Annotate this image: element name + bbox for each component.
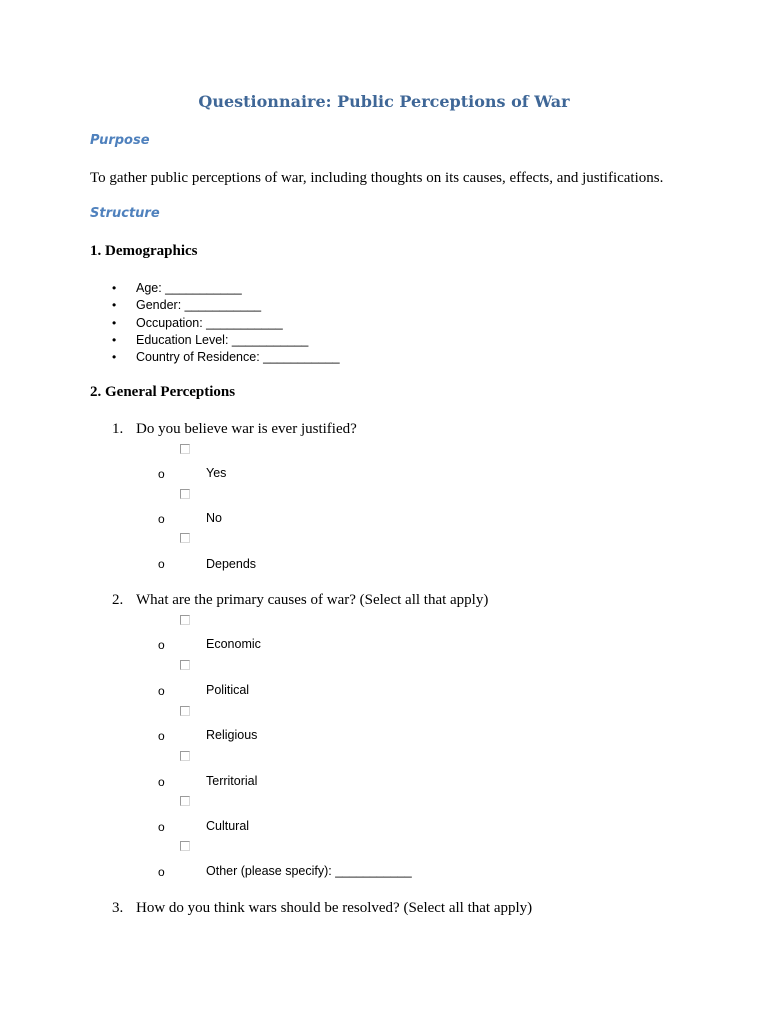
list-item: [112, 349, 340, 366]
option-label-political: Political: [206, 683, 250, 697]
document-title: Questionnaire: Public Perceptions of War: [198, 92, 570, 111]
option-marker: o: [158, 729, 165, 743]
checkbox-cultural[interactable]: [180, 796, 190, 806]
demographics-item-country: Country of Residence: ___________: [136, 350, 340, 365]
option-marker: o: [158, 820, 165, 834]
checkbox-no[interactable]: [180, 489, 190, 499]
bullet-icon: •: [112, 332, 117, 347]
purpose-heading: Purpose: [90, 133, 150, 148]
demographics-item-age: Age: ___________: [136, 281, 242, 295]
option-label-other: Other (please specify): ___________: [206, 864, 412, 878]
question-1: [112, 421, 357, 438]
bullet-icon: •: [112, 350, 117, 365]
question-text: What are the primary causes of war? (Select all that apply): [136, 592, 489, 608]
option-label-cultural: Cultural: [206, 819, 250, 833]
question-text: Do you believe war is ever justified?: [136, 421, 357, 437]
checkbox-depends[interactable]: [180, 533, 190, 543]
question-number: 2.: [112, 592, 124, 608]
option-marker: o: [158, 684, 165, 698]
purpose-text: To gather public perceptions of war, including thoughts on its causes, effects, and justifications.: [90, 170, 664, 186]
question-number: 3.: [112, 900, 124, 916]
question-number: 1.: [112, 421, 124, 437]
bullet-icon: •: [112, 298, 117, 313]
option-label-depends: Depends: [206, 557, 257, 571]
list-item: [112, 332, 340, 349]
option-label-no: No: [206, 511, 222, 525]
bullet-icon: •: [112, 315, 117, 330]
question-2: [112, 592, 488, 609]
demographics-item-occupation: Occupation: ___________: [136, 315, 283, 330]
question-3: [112, 900, 532, 917]
checkbox-other[interactable]: [180, 841, 190, 851]
demographics-item-education: Education Level: ___________: [136, 332, 309, 347]
list-item: [112, 315, 340, 332]
option-marker: o: [158, 638, 165, 652]
question-text: How do you think wars should be resolved? (Select all that apply): [136, 900, 533, 916]
option-label-religious: Religious: [206, 728, 258, 742]
structure-heading: Structure: [90, 206, 160, 221]
option-marker: o: [158, 775, 165, 789]
bullet-icon: •: [112, 281, 117, 295]
checkbox-territorial[interactable]: [180, 751, 190, 761]
checkbox-political[interactable]: [180, 660, 190, 670]
option-label-economic: Economic: [206, 637, 261, 651]
checkbox-economic[interactable]: [180, 615, 190, 625]
option-marker: o: [158, 467, 165, 481]
checkbox-yes[interactable]: [180, 444, 190, 454]
demographics-list: [112, 280, 340, 366]
option-marker: o: [158, 557, 165, 571]
list-item: [112, 297, 340, 314]
demographics-heading: 1. Demographics: [90, 243, 198, 259]
general-perceptions-heading: 2. General Perceptions: [90, 384, 236, 400]
checkbox-religious[interactable]: [180, 706, 190, 716]
option-marker: o: [158, 512, 165, 526]
option-label-yes: Yes: [206, 466, 227, 480]
option-marker: o: [158, 865, 165, 879]
demographics-item-gender: Gender: ___________: [136, 298, 262, 313]
option-label-territorial: Territorial: [206, 774, 258, 788]
list-item: [112, 280, 340, 297]
